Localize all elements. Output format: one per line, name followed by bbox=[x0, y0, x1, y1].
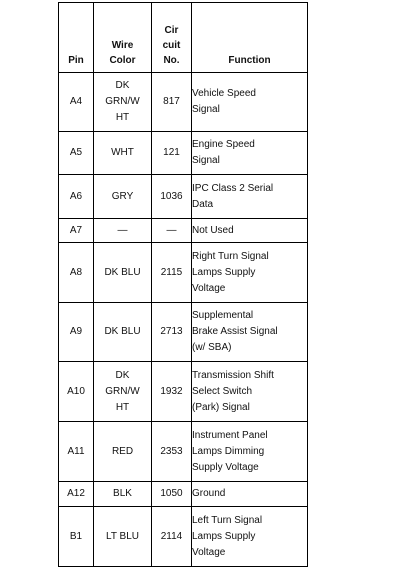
circuit-no-cell: 2115 bbox=[152, 243, 192, 303]
function-cell: Supplemental Brake Assist Signal (w/ SBA) bbox=[192, 303, 308, 362]
wire-color-cell: WHT bbox=[94, 132, 152, 175]
function-cell: Transmission Shift Select Switch (Park) Signal bbox=[192, 362, 308, 422]
wire-color-cell: BLK bbox=[94, 482, 152, 507]
pin-cell: A8 bbox=[59, 243, 94, 303]
table-row bbox=[59, 132, 308, 175]
pin-cell: A6 bbox=[59, 175, 94, 219]
circuit-no-cell: 1932 bbox=[152, 362, 192, 422]
connector-pinout-table bbox=[58, 2, 308, 567]
circuit-no-cell: 2713 bbox=[152, 303, 192, 362]
wire-color-cell: DK BLU bbox=[94, 243, 152, 303]
pin-cell: A4 bbox=[59, 73, 94, 132]
table-row bbox=[59, 243, 308, 303]
function-cell: Engine Speed Signal bbox=[192, 132, 308, 175]
function-cell: Ground bbox=[192, 482, 308, 507]
pin-cell: A9 bbox=[59, 303, 94, 362]
circuit-no-cell: 817 bbox=[152, 73, 192, 132]
header-wire-color: Wire Color bbox=[94, 3, 152, 73]
function-cell: Not Used bbox=[192, 219, 308, 243]
header-pin: Pin bbox=[59, 3, 94, 73]
table-row bbox=[59, 219, 308, 243]
pin-cell: A7 bbox=[59, 219, 94, 243]
wire-color-cell: LT BLU bbox=[94, 507, 152, 567]
wire-color-cell: GRY bbox=[94, 175, 152, 219]
pin-cell: A11 bbox=[59, 422, 94, 482]
function-cell: Right Turn Signal Lamps Supply Voltage bbox=[192, 243, 308, 303]
table-row bbox=[59, 303, 308, 362]
wire-color-cell: DK BLU bbox=[94, 303, 152, 362]
table-row bbox=[59, 73, 308, 132]
function-cell: Vehicle Speed Signal bbox=[192, 73, 308, 132]
header-function: Function bbox=[192, 3, 308, 73]
circuit-no-cell: 1036 bbox=[152, 175, 192, 219]
circuit-no-cell: 121 bbox=[152, 132, 192, 175]
table-row bbox=[59, 175, 308, 219]
header-circuit-no: Cir cuit No. bbox=[152, 3, 192, 73]
circuit-no-cell: 2114 bbox=[152, 507, 192, 567]
circuit-no-cell: — bbox=[152, 219, 192, 243]
pin-cell: B1 bbox=[59, 507, 94, 567]
pin-cell: A12 bbox=[59, 482, 94, 507]
function-cell: Instrument Panel Lamps Dimming Supply Voltage bbox=[192, 422, 308, 482]
wire-color-cell: — bbox=[94, 219, 152, 243]
pin-cell: A10 bbox=[59, 362, 94, 422]
table-row bbox=[59, 422, 308, 482]
function-cell: IPC Class 2 Serial Data bbox=[192, 175, 308, 219]
table-row bbox=[59, 482, 308, 507]
wire-color-cell: DK GRN/W HT bbox=[94, 73, 152, 132]
function-cell: Left Turn Signal Lamps Supply Voltage bbox=[192, 507, 308, 567]
table-row bbox=[59, 362, 308, 422]
wire-color-cell: RED bbox=[94, 422, 152, 482]
wire-color-cell: DK GRN/W HT bbox=[94, 362, 152, 422]
circuit-no-cell: 2353 bbox=[152, 422, 192, 482]
circuit-no-cell: 1050 bbox=[152, 482, 192, 507]
header-row bbox=[59, 3, 308, 73]
pin-cell: A5 bbox=[59, 132, 94, 175]
table-row bbox=[59, 507, 308, 567]
